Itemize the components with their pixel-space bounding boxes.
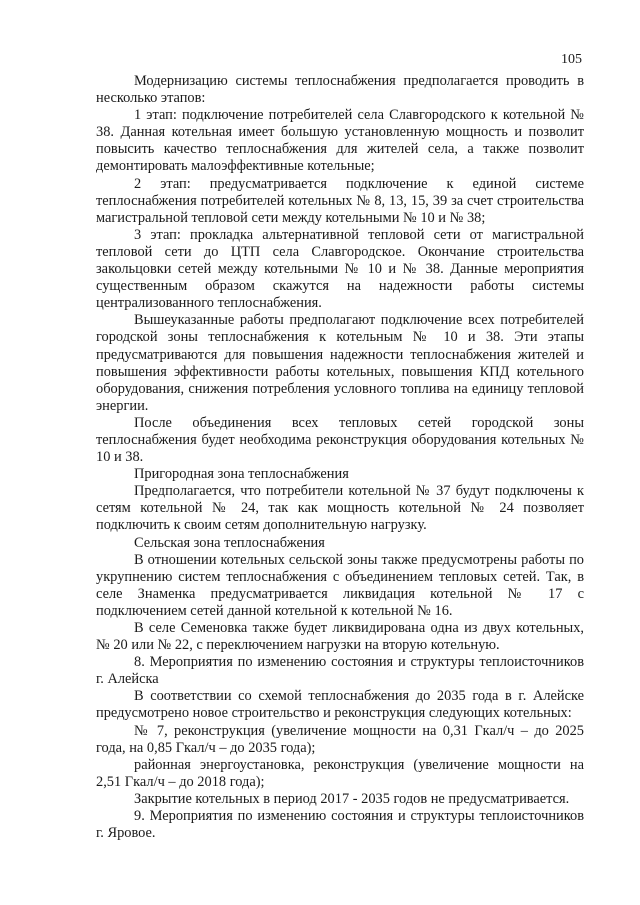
heading-suburban-zone: Пригородная зона теплоснабжения bbox=[134, 466, 349, 483]
page-number: 105 bbox=[561, 52, 582, 67]
paragraph-suburban: Предполагается, что потребители котельной № 37 будут подключены к сетям котельной № 24, так как мощность котельной № 24 позволяет подключить к своим сетям дополнительную нагрузку. bbox=[96, 483, 584, 534]
paragraph-reconstruction: После объединения всех тепловых сетей городской зоны теплоснабжения будет необходима реконструкция оборудования котельных № 10 и 38. bbox=[96, 414, 584, 466]
heading-rural-zone: Сельская зона теплоснабжения bbox=[134, 534, 325, 551]
list-item-boiler-7: № 7, реконструкция (увеличение мощности на 0,31 Гкал/ч – до 2025 года, на 0,85 Гкал/ч – до 2035 года); bbox=[96, 722, 584, 756]
paragraph-rural-semenovka: В селе Семеновка также будет ликвидирована одна из двух котельных, № 20 или № 22, с переключением нагрузки на вторую котельную. bbox=[96, 620, 584, 654]
list-item-district-plant: районная энергоустановка, реконструкция (увеличение мощности на 2,51 Гкал/ч – до 2018 года); bbox=[96, 756, 584, 790]
paragraph-intro: Модернизацию системы теплоснабжения предполагается проводить в несколько этапов: bbox=[96, 73, 584, 107]
paragraph-aleysk-scheme: В соответствии со схемой теплоснабжения до 2035 года в г. Алейске предусмотрено новое строительство и реконструкция следующих котельных: bbox=[96, 688, 584, 722]
heading-section-8-aleysk: 8. Мероприятия по изменению состояния и структуры теплоисточников г. Алейска bbox=[96, 654, 584, 688]
paragraph-rural-znamenka: В отношении котельных сельской зоны также предусмотрены работы по укрупнению систем теплоснабжения с объединением тепловых сетей. Так, в селе Знаменка предусматривается ликвидация котельной № 17 с подключением сетей данной котельной к котельной № 16. bbox=[96, 551, 584, 619]
paragraph-stage-1: 1 этап: подключение потребителей села Славгородского к котельной № 38. Данная котельная имеет большую установленную мощность и позволит повысить качество теплоснабжения для жителей села, а также позволит демонтировать малоэффективные котельные; bbox=[96, 107, 584, 175]
document-body bbox=[96, 73, 584, 842]
paragraph-stage-2: 2 этап: предусматривается подключение к единой системе теплоснабжения потребителей котельных № 8, 13, 15, 39 за счет строительства магистральной тепловой сети между котельными № 10 и № 38; bbox=[96, 175, 584, 226]
heading-section-9-yarovoe: 9. Мероприятия по изменению состояния и структуры теплоисточников г. Яровое. bbox=[96, 808, 584, 842]
paragraph-no-closures: Закрытие котельных в период 2017 - 2035 годов не предусматривается. bbox=[134, 790, 570, 807]
paragraph-stage-3: 3 этап: прокладка альтернативной тепловой сети от магистральной тепловой сети до ЦТП села Славгородское. Окончание строительства закольцовки сетей между котельными № 10 и № 38. Данные мероприятия существенным образом скажутся на надежности работы системы централизованного теплоснабжения. bbox=[96, 226, 584, 312]
paragraph-works-summary: Вышеуказанные работы предполагают подключение всех потребителей городской зоны теплоснабжения к котельным № 10 и 38. Эти этапы предусматриваются для повышения надежности теплоснабжения жителей и повышения эффективности работы котельных, повышения КПД котельного оборудования, снижения потребления условного топлива на единицу тепловой энергии. bbox=[96, 312, 584, 414]
